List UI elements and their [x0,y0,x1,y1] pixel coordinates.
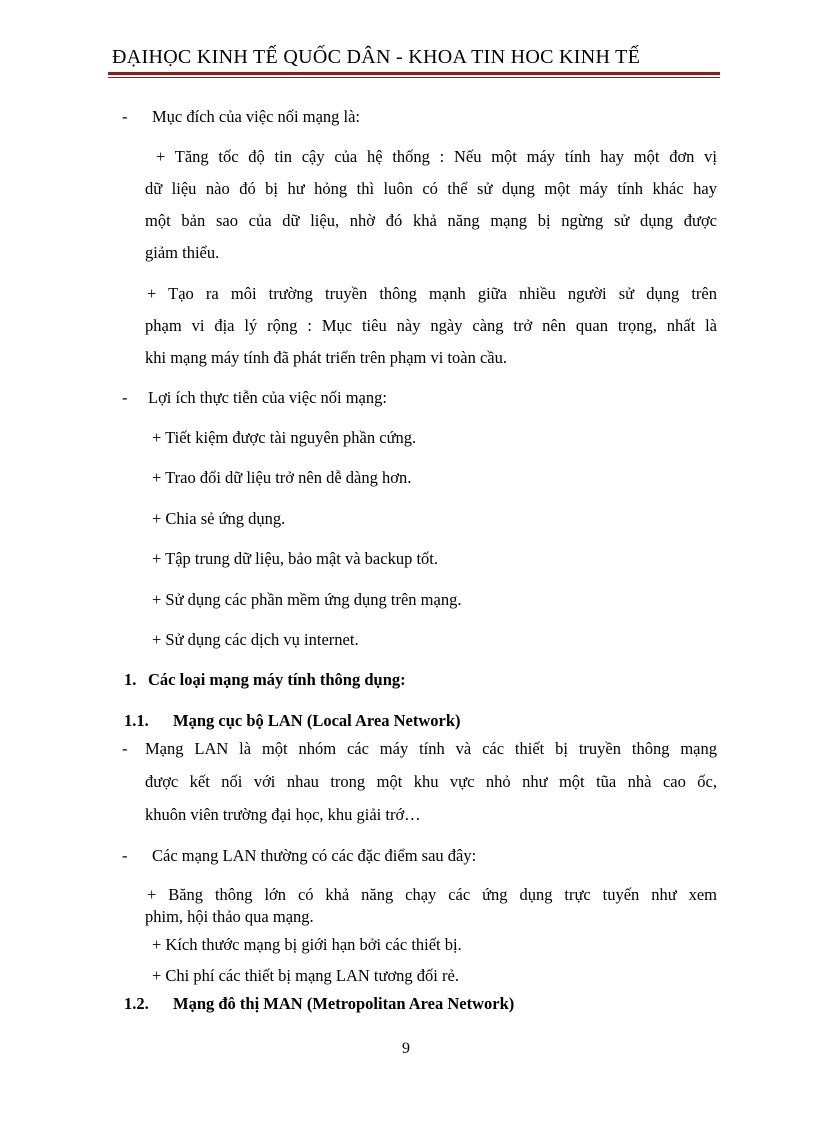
paragraph-line: phim, hội thảo qua mạng. [145,907,314,926]
list-item: + Tiết kiệm được tài nguyên phần cứng. [152,428,417,447]
header-rule-thin [108,77,720,78]
section-heading: Các loại mạng máy tính thông dụng: [148,670,406,689]
benefits-heading: Lợi ích thực tiễn của việc nối mạng: [148,388,387,407]
subsection-heading: Mạng đô thị MAN (Metropolitan Area Network) [173,994,515,1013]
paragraph-line: giảm thiểu. [145,243,220,262]
paragraph-line: một bản sao của dữ liệu, nhờ đó khả năng mạng bị ngừng sử dụng được [145,211,717,230]
paragraph-line: phạm vi địa lý rộng : Mục tiêu này ngày càng trở nên quan trọng, nhất là [145,316,717,335]
purpose-heading: Mục đích của việc nối mạng là: [152,107,361,126]
paragraph-line: dữ liệu nào đó bị hư hỏng thì luôn có thể sử dụng một máy tính khác hay [145,179,717,198]
paragraph-line: + Băng thông lớn có khả năng chạy các ứng dụng trực tuyến như xem [147,885,717,904]
features-heading: Các mạng LAN thường có các đặc điểm sau đây: [152,846,477,865]
subsection-number: 1.1. [124,711,149,730]
page-header: ĐẠIHỌC KINH TẾ QUỐC DÂN - KHOA TIN HOC KINH TẾ [112,46,641,68]
paragraph-line: + Tạo ra môi trường truyền thông mạnh giữa nhiều người sử dụng trên [147,284,717,303]
list-bullet: - [122,107,128,126]
paragraph-line: được kết nối với nhau trong một khu vực nhỏ như một tũa nhà cao ốc, [145,772,717,791]
page-number: 9 [402,1040,410,1057]
list-bullet: - [122,739,128,758]
list-item: + Kích thước mạng bị giới hạn bởi các thiết bị. [152,935,462,954]
paragraph-line: + Tăng tốc độ tin cậy của hệ thống : Nếu một máy tính hay một đơn vị [156,147,717,166]
list-item: + Trao đổi dữ liệu trở nên dễ dàng hơn. [152,468,412,487]
list-item: + Chi phí các thiết bị mạng LAN tương đối rẻ. [152,966,459,985]
list-item: + Tập trung dữ liệu, bảo mật và backup tốt. [152,549,439,568]
subsection-number: 1.2. [124,994,149,1013]
header-rule-thick [108,72,720,75]
list-item: + Sử dụng các phần mềm ứng dụng trên mạng. [152,590,462,609]
paragraph-line: Mạng LAN là một nhóm các máy tính và các thiết bị truyền thông mạng [145,739,717,758]
list-bullet: - [122,846,128,865]
list-item: + Sử dụng các dịch vụ internet. [152,630,359,649]
section-number: 1. [124,670,137,689]
subsection-heading: Mạng cục bộ LAN (Local Area Network) [173,711,461,730]
paragraph-line: khuôn viên trường đại học, khu giải trớ… [145,805,421,824]
paragraph-line: khi mạng máy tính đã phát triển trên phạm vi toàn cầu. [145,348,507,367]
list-item: + Chia sẻ ứng dụng. [152,509,286,528]
list-bullet: - [122,388,128,407]
